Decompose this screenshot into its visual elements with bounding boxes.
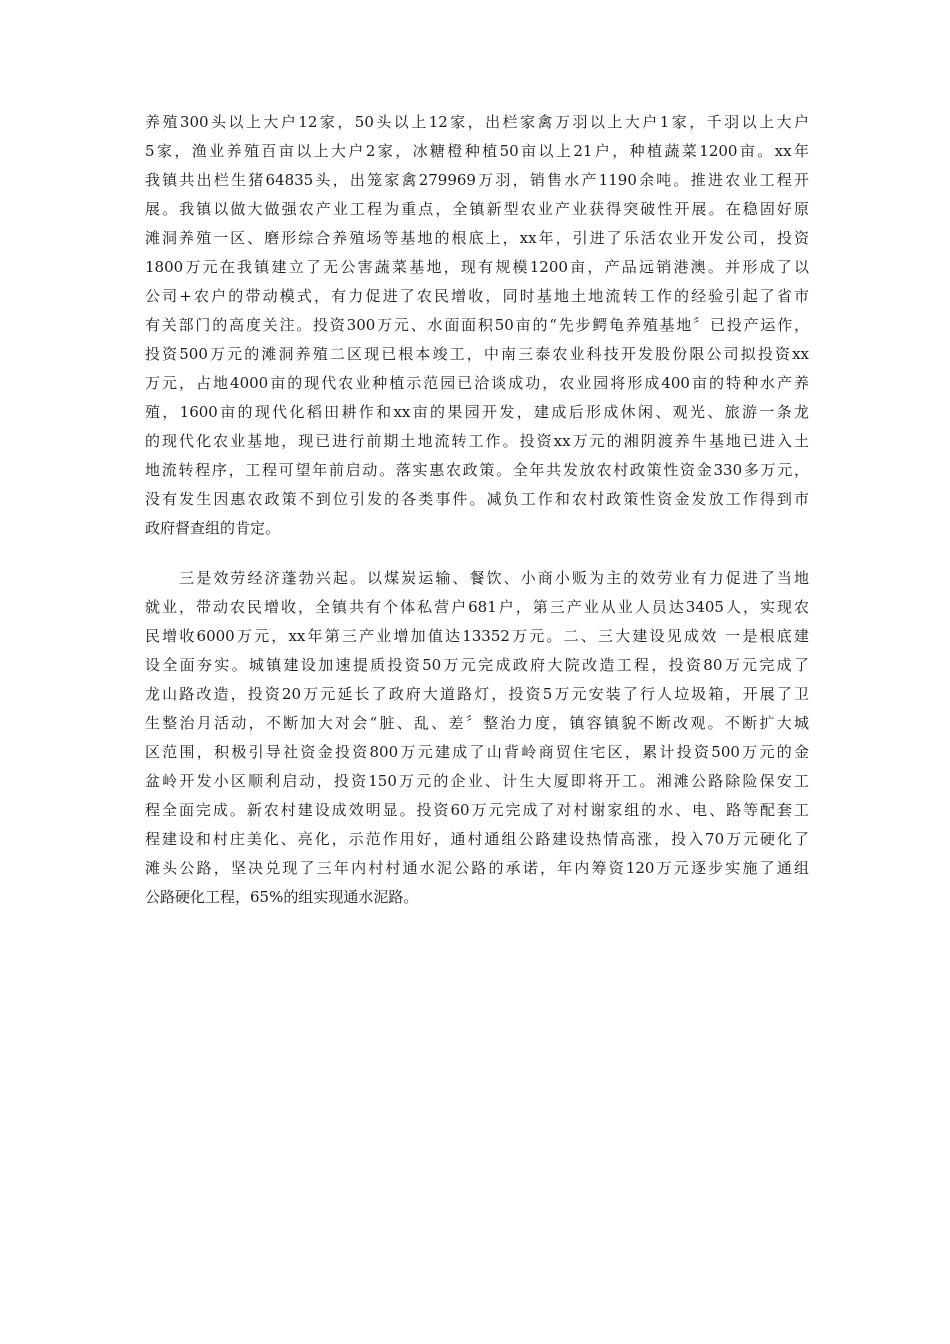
text-line: 滩洞养殖一区、磨形综合养殖场等基地的根底上，xx年，引进了乐活农业开发公司，投资 — [145, 229, 809, 247]
text-line: 民增收6000万元，xx年第三产业增加值达13352万元。二、三大建设见成效 一是根底建 — [145, 627, 809, 645]
text-line: 政府督查组的肯定。 — [145, 519, 281, 537]
text-line: 地流转程序，工程可望年前启动。落实惠农政策。全年共发放农村政策性资金330多万元， — [145, 461, 809, 479]
document-body — [145, 108, 809, 912]
text-line: 没有发生因惠农政策不到位引发的各类事件。减负工作和农村政策性资金发放工作得到市 — [145, 490, 809, 508]
text-line: 的现代化农业基地，现已进行前期土地流转工作。投资xx万元的湘阴渡养牛基地已进入土 — [145, 432, 809, 450]
paragraph-agriculture — [145, 108, 809, 543]
text-line: 设全面夯实。城镇建设加速提质投资50万元完成政府大院改造工程，投资80万元完成了 — [145, 656, 809, 674]
text-line: 就业，带动农民增收，全镇共有个体私营户681户，第三产业从业人员达3405人，实现农 — [145, 598, 809, 616]
text-line: 殖，1600亩的现代化稻田耕作和xx亩的果园开发，建成后形成休闲、观光、旅游一条龙 — [145, 403, 809, 421]
text-line: 公路硬化工程，65%的组实现通水泥路。 — [145, 888, 419, 906]
text-line: 5家，渔业养殖百亩以上大户2家，冰糖橙种植50亩以上21户，种植蔬菜1200亩。xx年 — [145, 142, 809, 160]
text-line: 展。我镇以做大做强农产业工程为重点，全镇新型农业产业获得突破性开展。在稳固好原 — [145, 200, 809, 218]
text-line: 万元，占地4000亩的现代农业种植示范园已洽谈成功，农业园将形成400亩的特种水产养 — [145, 374, 809, 392]
text-line: 三是效劳经济蓬勃兴起。以煤炭运输、餐饮、小商小贩为主的效劳业有力促进了当地 — [145, 569, 809, 587]
paragraph-services-construction — [145, 564, 809, 912]
text-line: 投资500万元的滩洞养殖二区现已根本竣工，中南三泰农业科技开发股份限公司拟投资xx — [145, 345, 809, 363]
text-line: 区范围，积极引导社资金投资800万元建成了山背岭商贸住宅区，累计投资500万元的金 — [145, 743, 809, 761]
text-line: 程全面完成。新农村建设成效明显。投资60万元完成了对村谢家组的水、电、路等配套工 — [145, 801, 809, 819]
text-line: 1800万元在我镇建立了无公害蔬菜基地，现有规模1200亩，产品远销港澳。并形成了以 — [145, 258, 809, 276]
text-line: 生整治月活动，不断加大对会“脏、乱、差〞整治力度，镇容镇貌不断改观。不断扩大城 — [145, 714, 809, 732]
text-line: 龙山路改造，投资20万元延长了政府大道路灯，投资5万元安装了行人垃圾箱，开展了卫 — [145, 685, 809, 703]
text-line: 滩头公路，坚决兑现了三年内村村通水泥公路的承诺，年内筹资120万元逐步实施了通组 — [145, 859, 809, 877]
text-line: 程建设和村庄美化、亮化，示范作用好，通村通组公路建设热情高涨，投入70万元硬化了 — [145, 830, 809, 848]
paragraph-spacer — [145, 543, 809, 564]
text-line: 养殖300头以上大户12家，50头以上12家，出栏家禽万羽以上大户1家，千羽以上大户 — [145, 113, 809, 131]
text-line: 盆岭开发小区顺利启动，投资150万元的企业、计生大厦即将开工。湘滩公路除险保安工 — [145, 772, 809, 790]
text-line: 公司+农户的带动模式，有力促进了农民增收，同时基地土地流转工作的经验引起了省市 — [145, 287, 809, 305]
text-line: 有关部门的高度关注。投资300万元、水面面积50亩的“先步鳄龟养殖基地〞已投产运作， — [145, 316, 809, 334]
text-line: 我镇共出栏生猪64835头，出笼家禽279969万羽，销售水产1190余吨。推进农业工程开 — [145, 171, 809, 189]
